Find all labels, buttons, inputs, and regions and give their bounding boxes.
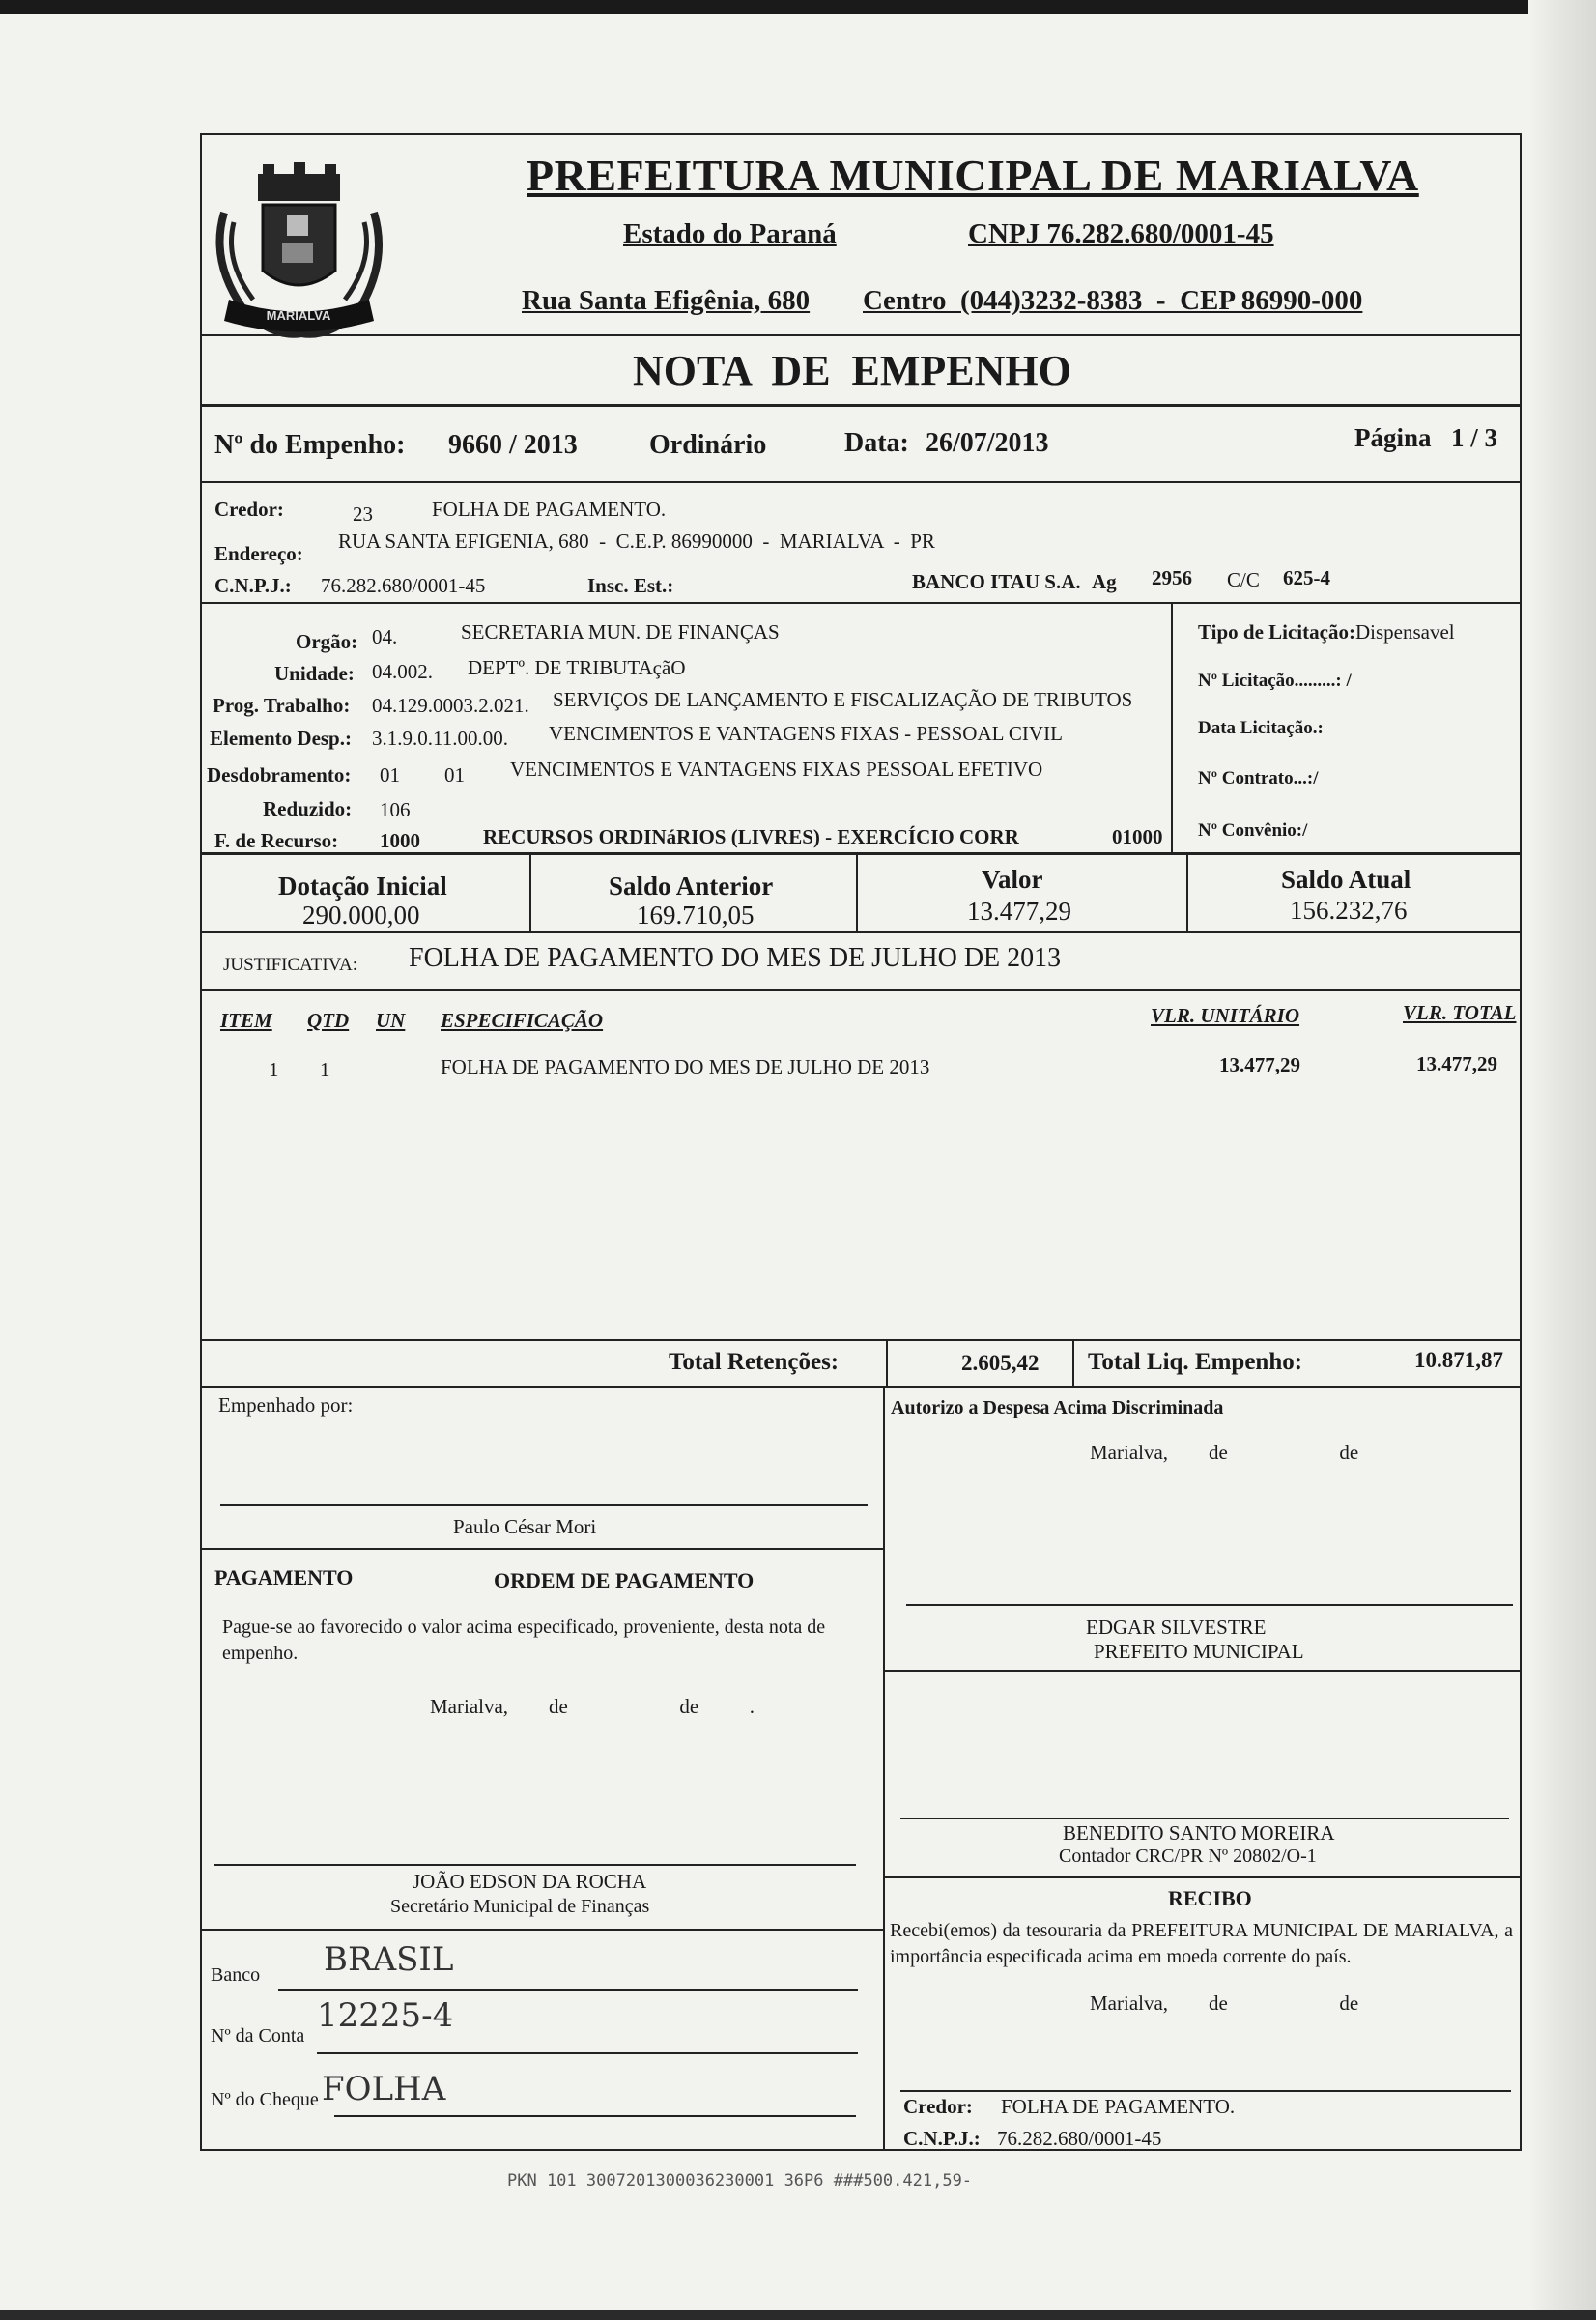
justificativa-text: FOLHA DE PAGAMENTO DO MES DE JULHO DE 2013 [409,943,1062,973]
col-header-item: ITEM [220,1009,272,1032]
row-item: 1 [269,1058,279,1081]
desdob-a: 01 [380,763,400,787]
banco-label: Banco [211,1964,261,1986]
empenho-number-label: Nº do Empenho: [214,430,406,460]
empenhado-name: Paulo César Mori [453,1515,597,1538]
conta-label: Nº da Conta [211,2025,305,2047]
recibo-cnpj-label: C.N.P.J.: [903,2127,981,2150]
orgao-label: Orgão: [296,630,358,653]
insc-label: Insc. Est.: [587,574,674,597]
secretario-name: JOÃO EDSON DA ROCHA [413,1870,647,1893]
dotacao-value: 290.000,00 [302,901,420,930]
ordem-city-line: Marialva, de de . [430,1695,755,1718]
saldo-atual-label: Saldo Atual [1281,865,1411,894]
saldo-anterior-value: 169.710,05 [637,901,755,930]
elemento-label: Elemento Desp.: [210,727,352,750]
elemento-name: VENCIMENTOS E VANTAGENS FIXAS - PESSOAL CIVIL [549,722,1063,745]
licitacao-type-value: Dispensavel [1354,620,1455,644]
licitacao-number: Nº Licitação.........: / [1198,671,1352,691]
dotacao-label: Dotação Inicial [278,872,447,901]
unidade-code: 04.002. [372,660,433,683]
col-header-spec: ESPECIFICAÇÃO [441,1009,604,1032]
licitacao-date: Data Licitação.: [1198,718,1324,738]
desdob-b: 01 [444,763,465,787]
saldo-atual-value: 156.232,76 [1290,896,1408,925]
ordem-pagamento-label: ORDEM DE PAGAMENTO [494,1568,755,1592]
retencoes-label: Total Retenções: [669,1349,840,1375]
convenio-number: Nº Convênio:/ [1198,820,1308,841]
scan-code: PKN 101 3007201300036230001 36P6 ###500.421,59- [507,2171,973,2191]
col-header-qtd: QTD [307,1009,350,1032]
contrato-number: Nº Contrato...:/ [1198,768,1319,788]
licitacao-type [1198,620,1455,644]
licitacao-type-label: Tipo de Licitação: [1198,620,1355,644]
col-header-total-value: VLR. TOTAL [1403,1001,1517,1024]
liquido-label: Total Liq. Empenho: [1088,1349,1303,1375]
reduzido-label: Reduzido: [263,797,353,820]
scan-top-border [0,0,1596,14]
prog-label: Prog. Trabalho: [213,694,351,717]
document-title: NOTA DE EMPENHO [633,347,1071,394]
crest-icon [205,155,393,343]
contador-name: BENEDITO SANTO MOREIRA [1063,1821,1335,1845]
endereco-value: RUA SANTA EFIGENIA, 680 - C.E.P. 86990000 - MARIALVA - PR [338,530,935,553]
reduzido-value: 106 [380,798,411,821]
unidade-label: Unidade: [274,662,355,685]
autorizo-text: Autorizo a Despesa Acima Discriminada [891,1397,1224,1418]
orgao-name: SECRETARIA MUN. DE FINANÇAS [461,620,780,644]
ag-label: Ag [1092,570,1117,593]
prefeito-role: PREFEITO MUNICIPAL [1094,1640,1304,1663]
recibo-city-line: Marialva, de de [1090,1991,1359,2015]
recurso-code: 1000 [380,829,420,852]
recurso-num: 01000 [1112,825,1163,848]
recibo-credor-label: Credor: [903,2095,973,2118]
row-unit-value: 13.477,29 [1219,1053,1300,1076]
credor-name: FOLHA DE PAGAMENTO. [432,498,667,521]
scan-right-edge [1528,0,1596,2320]
recurso-name: RECURSOS ORDINáRIOS (LIVRES) - EXERCÍCIO CORR [483,825,1019,848]
col-header-un: UN [376,1009,406,1032]
recibo-label: RECIBO [1168,1886,1252,1910]
empenho-type: Ordinário [649,430,767,460]
contador-role: Contador CRC/PR Nº 20802/O-1 [1059,1846,1317,1867]
ag-value: 2956 [1152,566,1192,589]
cheque-label: Nº do Cheque [211,2089,319,2110]
justificativa-label: JUSTIFICATIVA: [223,955,358,975]
cheque-value[interactable]: FOLHA [322,2070,446,2108]
pagamento-label: PAGAMENTO [214,1565,354,1590]
credor-code: 23 [353,502,373,526]
orgao-code: 04. [372,625,398,648]
cnpj-value: 76.282.680/0001-45 [321,574,486,597]
empenho-number: 9660 / 2013 [448,430,578,460]
valor-label: Valor [982,865,1043,894]
page-number: 1 / 3 [1451,423,1498,452]
recibo-credor-value: FOLHA DE PAGAMENTO. [1001,2095,1236,2118]
address-label: Rua Santa Efigênia, 680 [522,285,811,316]
municipality-title: PREFEITURA MUNICIPAL DE MARIALVA [527,151,1419,200]
valor-value: 13.477,29 [967,897,1071,926]
recurso-label: F. de Recurso: [214,829,339,852]
row-qtd: 1 [320,1058,330,1081]
bank-name: BANCO ITAU S.A. [912,570,1081,593]
banco-value[interactable]: BRASIL [324,1940,454,1979]
row-total-value: 13.477,29 [1416,1052,1497,1075]
desdob-name: VENCIMENTOS E VANTAGENS FIXAS PESSOAL EFETIVO [510,758,1043,781]
retencoes-value: 2.605,42 [961,1351,1040,1375]
desdob-label: Desdobramento: [207,763,352,787]
recibo-cnpj-value: 76.282.680/0001-45 [997,2127,1162,2150]
scan-bottom-border [0,2310,1596,2320]
state-label: Estado do Paraná [623,218,837,249]
cnpj-header: CNPJ 76.282.680/0001-45 [968,218,1274,249]
recibo-text: Recebi(emos) da tesouraria da PREFEITURA MUNICIPAL DE MARIALVA, a importância especificada acima em moeda corrente do país. [890,1920,1513,1967]
unidade-name: DEPTº. DE TRIBUTAçãO [468,656,686,679]
row-spec: FOLHA DE PAGAMENTO DO MES DE JULHO DE 2013 [441,1055,930,1078]
empenhado-label: Empenhado por: [218,1393,354,1417]
cc-value: 625-4 [1283,566,1330,589]
prog-name: SERVIÇOS DE LANÇAMENTO E FISCALIZAÇÃO DE TRIBUTOS [553,688,1133,711]
secretario-role: Secretário Municipal de Finanças [390,1896,650,1917]
page-label: Página [1354,423,1432,452]
prefeito-name: EDGAR SILVESTRE [1086,1616,1267,1639]
cc-label: C/C [1227,568,1260,591]
district-phone: Centro (044)3232-8383 - CEP 86990-000 [863,285,1363,316]
prog-code: 04.129.0003.2.021. [372,694,529,717]
date-label: Data: [844,428,909,458]
elemento-code: 3.1.9.0.11.00.00. [372,727,508,750]
cnpj-label: C.N.P.J.: [214,574,292,597]
endereco-label: Endereço: [214,542,303,565]
liquido-value: 10.871,87 [1414,1348,1503,1372]
ordem-text: Pague-se ao favorecido o valor acima especificado, proveniente, desta nota de empenho. [222,1617,826,1664]
col-header-unit-value: VLR. UNITÁRIO [1151,1004,1300,1027]
autorizo-city-line: Marialva, de de [1090,1441,1359,1464]
saldo-anterior-label: Saldo Anterior [609,872,774,901]
crest-text: MARIALVA [266,308,331,323]
conta-value[interactable]: 12225-4 [317,1996,454,2035]
empenho-date: 26/07/2013 [926,428,1049,458]
credor-label: Credor: [214,498,284,521]
